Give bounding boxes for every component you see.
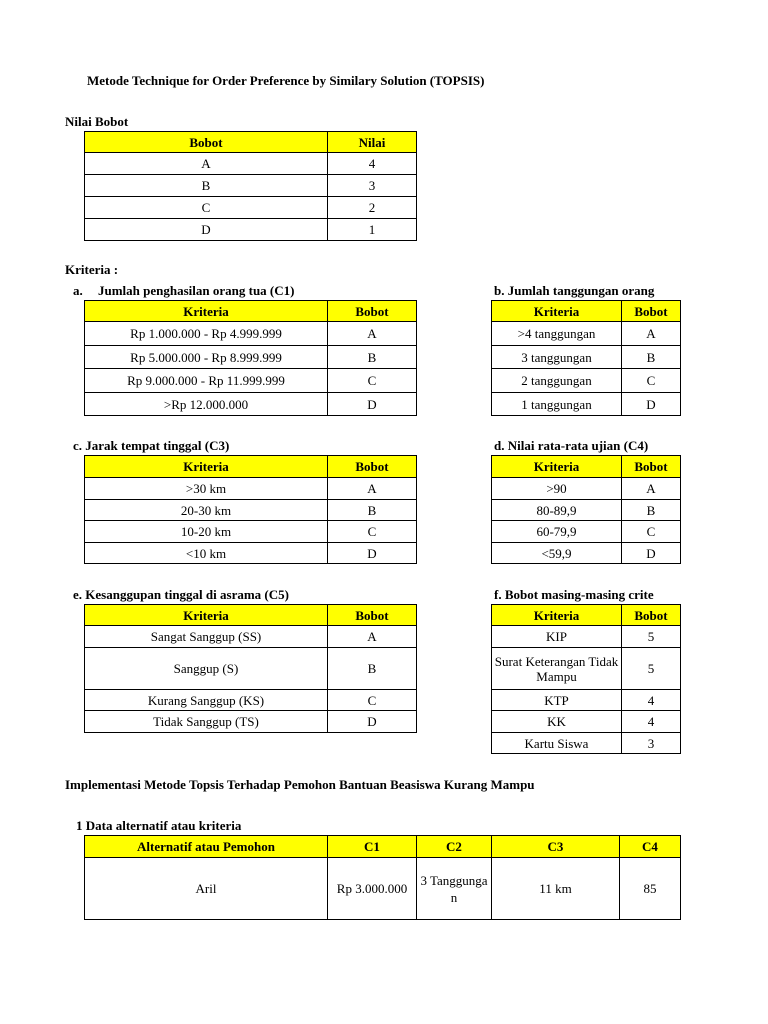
- header-bobot: Bobot: [328, 301, 417, 322]
- cell-kriteria: >Rp 12.000.000: [85, 393, 328, 416]
- c4-heading: d. Nilai rata-rata ujian (C4): [494, 438, 649, 453]
- header-bobot: Bobot: [328, 605, 417, 626]
- header-c2: C2: [417, 836, 492, 858]
- cell-bobot: C: [622, 521, 681, 543]
- implementasi-title: Implementasi Metode Topsis Terhadap Pemohon Bantuan Beasiswa Kurang Mampu: [65, 777, 535, 792]
- header-alternatif: Alternatif atau Pemohon: [85, 836, 328, 858]
- cell-kriteria: KTP: [492, 690, 622, 711]
- table-row: [492, 478, 681, 500]
- cell-kriteria: 20-30 km: [85, 500, 328, 521]
- cell-kriteria: 2 tanggungan: [492, 369, 622, 393]
- cell-bobot: A: [328, 478, 417, 500]
- header-c1: C1: [328, 836, 417, 858]
- kriteria-label: Kriteria :: [65, 262, 119, 277]
- table-row: [85, 543, 417, 564]
- cell-bobot: C: [328, 690, 417, 711]
- cell-nilai: 3: [328, 175, 417, 197]
- cell-bobot: B: [328, 648, 417, 690]
- table-row: [492, 500, 681, 521]
- header-bobot: Bobot: [85, 132, 328, 153]
- table-row: [492, 369, 681, 393]
- cell-nilai: 1: [328, 219, 417, 241]
- data-alternatif-heading: 1 Data alternatif atau kriteria: [76, 818, 242, 833]
- table-row: [85, 521, 417, 543]
- cell-nilai: 4: [328, 153, 417, 175]
- cell-bobot: 3: [622, 733, 681, 754]
- cell-bobot: D: [328, 543, 417, 564]
- c2-heading: b. Jumlah tanggungan orang: [494, 283, 655, 298]
- table-row: [492, 648, 681, 690]
- table-row: [492, 626, 681, 648]
- cell-bobot: D: [622, 393, 681, 416]
- table-row: [492, 711, 681, 733]
- cell-alternatif: Aril: [85, 858, 328, 920]
- cell-kriteria: >90: [492, 478, 622, 500]
- cell-kriteria: KIP: [492, 626, 622, 648]
- cell-bobot: 5: [622, 648, 681, 690]
- cell-kriteria: Kartu Siswa: [492, 733, 622, 754]
- cell-bobot: A: [328, 626, 417, 648]
- nilai-bobot-table: [84, 131, 417, 241]
- c2-table: [491, 300, 681, 416]
- header-kriteria: Kriteria: [492, 301, 622, 322]
- table-row: [85, 175, 417, 197]
- nilai-bobot-heading: Nilai Bobot: [65, 114, 129, 129]
- table-row: [85, 500, 417, 521]
- cell-bobot: 4: [622, 711, 681, 733]
- header-bobot: Bobot: [622, 456, 681, 478]
- cell-bobot: D: [328, 393, 417, 416]
- cell-bobot: B: [85, 175, 328, 197]
- table-row: [492, 543, 681, 564]
- cell-kriteria: 80-89,9: [492, 500, 622, 521]
- cell-c4: 85: [620, 858, 681, 920]
- cell-kriteria: Rp 1.000.000 - Rp 4.999.999: [85, 322, 328, 346]
- table-row: [85, 197, 417, 219]
- cell-bobot: B: [328, 346, 417, 369]
- data-alternatif-table: [84, 835, 681, 920]
- table-row: [85, 648, 417, 690]
- header-kriteria: Kriteria: [85, 605, 328, 626]
- header-bobot: Bobot: [622, 605, 681, 626]
- cell-bobot: A: [622, 322, 681, 346]
- cell-kriteria: 3 tanggungan: [492, 346, 622, 369]
- table-row: [85, 346, 417, 369]
- cell-kriteria: 10-20 km: [85, 521, 328, 543]
- header-kriteria: Kriteria: [492, 456, 622, 478]
- cell-kriteria: Surat Keterangan Tidak Mampu: [492, 648, 622, 690]
- cell-c2: 3 Tanggungan: [417, 858, 492, 920]
- header-c4: C4: [620, 836, 681, 858]
- header-kriteria: Kriteria: [492, 605, 622, 626]
- c1-marker: a.: [73, 283, 83, 298]
- cell-bobot: D: [85, 219, 328, 241]
- header-kriteria: Kriteria: [85, 456, 328, 478]
- table-row: [85, 858, 681, 920]
- cell-kriteria: <10 km: [85, 543, 328, 564]
- cell-kriteria: Sanggup (S): [85, 648, 328, 690]
- table-row: [492, 322, 681, 346]
- cell-kriteria: Rp 9.000.000 - Rp 11.999.999: [85, 369, 328, 393]
- cell-bobot: B: [622, 500, 681, 521]
- table-row: [492, 346, 681, 369]
- cell-bobot: C: [85, 197, 328, 219]
- table-row: [85, 153, 417, 175]
- cf-heading: f. Bobot masing-masing crite: [494, 587, 654, 602]
- cell-bobot: B: [622, 346, 681, 369]
- cf-table: [491, 604, 681, 754]
- c4-table: [491, 455, 681, 564]
- cell-kriteria: KK: [492, 711, 622, 733]
- c3-table: [84, 455, 417, 564]
- c1-table: [84, 300, 417, 416]
- cell-bobot: B: [328, 500, 417, 521]
- table-row: [492, 690, 681, 711]
- cell-bobot: D: [622, 543, 681, 564]
- cell-kriteria: 1 tanggungan: [492, 393, 622, 416]
- cell-kriteria: <59,9: [492, 543, 622, 564]
- cell-kriteria: >30 km: [85, 478, 328, 500]
- table-row: [85, 626, 417, 648]
- page-title: Metode Technique for Order Preference by Similary Solution (TOPSIS): [87, 73, 485, 88]
- cell-kriteria: 60-79,9: [492, 521, 622, 543]
- cell-bobot: A: [622, 478, 681, 500]
- cell-bobot: A: [328, 322, 417, 346]
- cell-bobot: 4: [622, 690, 681, 711]
- header-kriteria: Kriteria: [85, 301, 328, 322]
- table-row: [85, 690, 417, 711]
- cell-kriteria: Tidak Sanggup (TS): [85, 711, 328, 733]
- table-row: [492, 733, 681, 754]
- c5-heading: e. Kesanggupan tinggal di asrama (C5): [73, 587, 289, 602]
- cell-kriteria: Kurang Sanggup (KS): [85, 690, 328, 711]
- cell-bobot: C: [328, 521, 417, 543]
- cell-bobot: C: [328, 369, 417, 393]
- c5-table: [84, 604, 417, 733]
- table-row: [85, 393, 417, 416]
- table-row: [85, 711, 417, 733]
- cell-bobot: D: [328, 711, 417, 733]
- table-row: [85, 219, 417, 241]
- cell-c1: Rp 3.000.000: [328, 858, 417, 920]
- c1-heading: Jumlah penghasilan orang tua (C1): [98, 283, 295, 298]
- header-bobot: Bobot: [328, 456, 417, 478]
- header-c3: C3: [492, 836, 620, 858]
- table-row: [85, 478, 417, 500]
- c3-heading: c. Jarak tempat tinggal (C3): [73, 438, 230, 453]
- header-bobot: Bobot: [622, 301, 681, 322]
- cell-nilai: 2: [328, 197, 417, 219]
- cell-bobot: C: [622, 369, 681, 393]
- table-row: [85, 322, 417, 346]
- header-nilai: Nilai: [328, 132, 417, 153]
- table-row: [85, 369, 417, 393]
- cell-kriteria: Sangat Sanggup (SS): [85, 626, 328, 648]
- cell-bobot: A: [85, 153, 328, 175]
- cell-kriteria: Rp 5.000.000 - Rp 8.999.999: [85, 346, 328, 369]
- cell-bobot: 5: [622, 626, 681, 648]
- cell-c3: 11 km: [492, 858, 620, 920]
- table-row: [492, 521, 681, 543]
- cell-kriteria: >4 tanggungan: [492, 322, 622, 346]
- table-row: [492, 393, 681, 416]
